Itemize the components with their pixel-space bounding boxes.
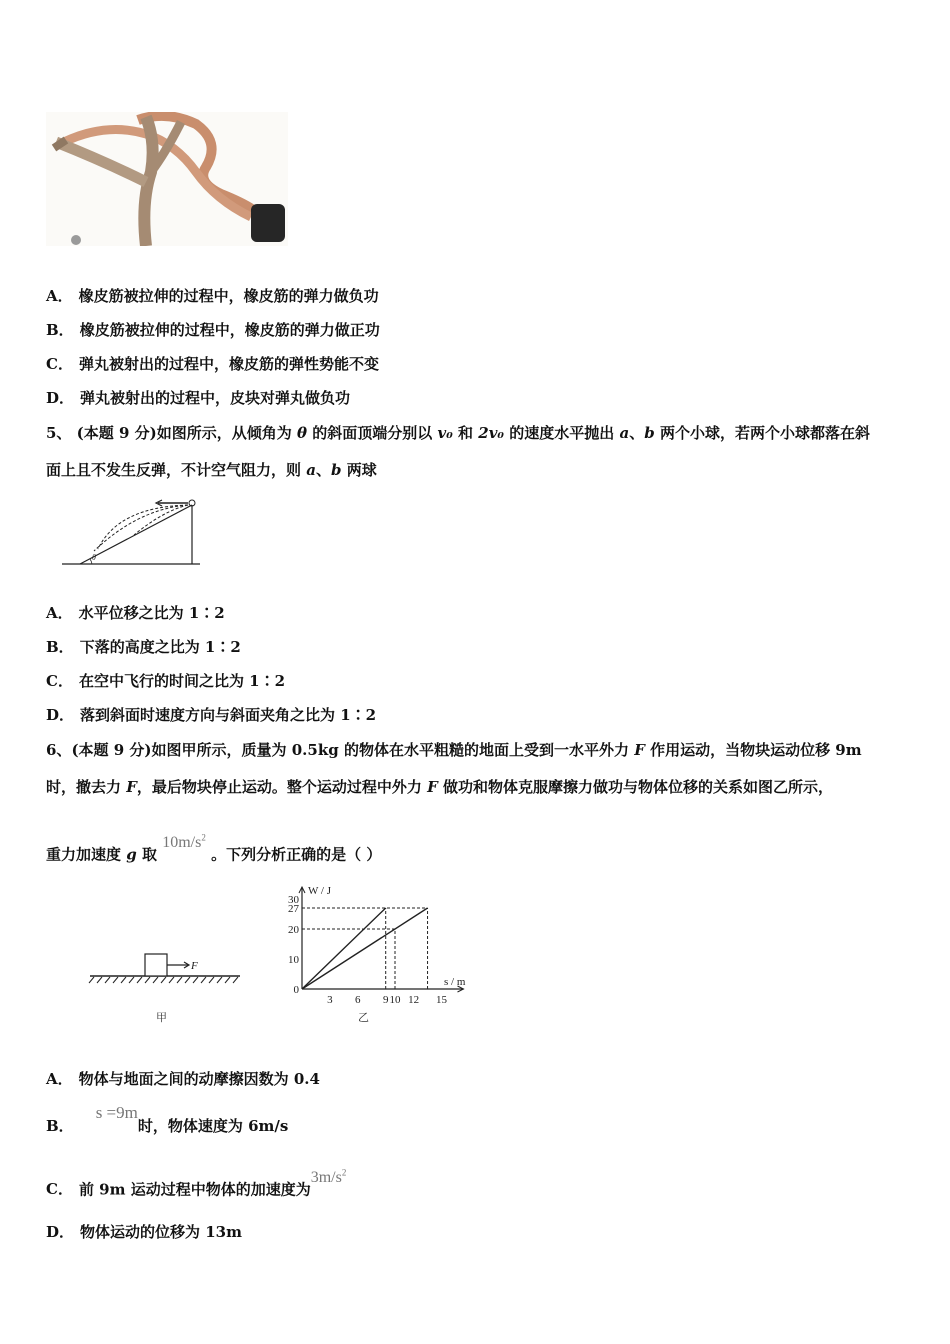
- option-text: 水平位移之比为 1∶2: [78, 604, 225, 622]
- q4-option-c[interactable]: [46, 354, 379, 374]
- q5-option-b[interactable]: [46, 637, 241, 657]
- stem-text: 取: [141, 845, 157, 864]
- force-symbol: F: [634, 741, 645, 759]
- option-text: 时，物体速度为 6m/s: [137, 1117, 289, 1135]
- q5-option-d[interactable]: [46, 705, 376, 725]
- series-line: [302, 908, 428, 989]
- x-tick-label: 15: [436, 994, 447, 1006]
- q5-option-a[interactable]: [46, 603, 225, 623]
- y-tick-label: 0: [293, 984, 299, 996]
- stem-text: 如图甲所示，质量为 0.5kg 的物体在水平粗糙的地面上受到一水平外力: [151, 741, 629, 759]
- math-text: 3m/s: [310, 1169, 342, 1187]
- y-tick-label: 10: [288, 954, 299, 966]
- stem-text: 。下列分析正确的是（ ）: [211, 845, 382, 864]
- option-text: 橡皮筋被拉伸的过程中，橡皮筋的弹力做负功: [78, 287, 379, 305]
- theta-symbol: θ: [297, 424, 308, 442]
- y-tick-label: 30: [288, 894, 299, 906]
- question-number: 6、: [46, 741, 72, 759]
- option-letter: D．: [46, 1223, 75, 1241]
- stem-text: 作用运动，当物块运动位移 9m: [650, 741, 862, 759]
- math-exponent: 2: [341, 1168, 347, 1178]
- q4-option-a[interactable]: [46, 286, 379, 306]
- acceleration-value: [311, 1169, 347, 1186]
- v0-symbol: v₀: [437, 424, 453, 442]
- option-letter: B．: [46, 1117, 74, 1135]
- stem-text: 时，撤去力: [46, 778, 122, 796]
- y-axis-label: W / J: [308, 885, 332, 897]
- x-tick-label: 9: [382, 994, 389, 1006]
- force-symbol: F: [126, 778, 137, 796]
- option-letter: B．: [46, 321, 74, 339]
- 2v0-symbol: 2v₀: [478, 424, 505, 442]
- option-text: 下落的高度之比为 1∶2: [79, 638, 241, 656]
- incline-figure: [58, 495, 206, 570]
- q6-stem-line-2: [46, 777, 833, 797]
- math-exponent: 2: [201, 833, 206, 843]
- x-tick-label: 3: [327, 994, 333, 1006]
- x-tick-label: 10: [389, 994, 401, 1006]
- separator: 、: [315, 461, 331, 479]
- gravity-value: [162, 834, 206, 851]
- option-text: 弹丸被射出的过程中，橡皮筋的弹性势能不变: [78, 355, 379, 373]
- option-text: 在空中飞行的时间之比为 1∶2: [78, 672, 286, 690]
- q6-option-a[interactable]: [46, 1069, 320, 1089]
- stem-text: 的速度水平抛出: [509, 424, 615, 442]
- force-label: F: [191, 960, 198, 972]
- separator: 、: [629, 424, 645, 442]
- question-tag: (本题 9 分): [71, 741, 152, 759]
- slingshot-photo: [46, 112, 288, 246]
- option-letter: D．: [46, 389, 75, 407]
- option-text: 落到斜面时速度方向与斜面夹角之比为 1∶2: [80, 706, 377, 724]
- option-text: 物体与地面之间的动摩擦因数为 0.4: [78, 1070, 320, 1088]
- figure-yi-label: 乙: [358, 1012, 369, 1024]
- ball-a-symbol: a: [619, 424, 630, 442]
- x-tick-label: 6: [355, 994, 361, 1006]
- q5-stem-line-2: [46, 460, 377, 480]
- option-letter: C．: [46, 355, 73, 373]
- q5-stem-line-1: [46, 423, 870, 443]
- stem-text: ，最后物块停止运动。整个运动过程中外力: [136, 778, 422, 796]
- option-text: 前 9m 运动过程中物体的加速度为: [78, 1180, 311, 1199]
- stem-text: 面上且不发生反弹，不计空气阻力，则: [46, 461, 302, 479]
- figure-jia-label: 甲: [156, 1012, 167, 1024]
- stem-text: 重力加速度: [46, 845, 122, 864]
- stem-text: 两球: [346, 461, 377, 479]
- option-text: 弹丸被射出的过程中，皮块对弹丸做负功: [80, 389, 351, 407]
- gravity-symbol: g: [126, 845, 137, 864]
- q4-option-b[interactable]: [46, 320, 380, 340]
- figure-jia: [88, 880, 248, 1030]
- q6-stem-line-3: [46, 833, 382, 865]
- question-number: 5、: [46, 424, 72, 442]
- stem-text: 如图所示，从倾角为: [156, 424, 292, 442]
- work-displacement-chart: [272, 878, 484, 1030]
- option-letter: A．: [46, 1070, 73, 1088]
- q6-option-b[interactable]: [46, 1103, 289, 1136]
- x-axis-label: s / m: [444, 976, 466, 988]
- option-letter: B．: [46, 638, 74, 656]
- option-letter: C．: [46, 672, 73, 690]
- option-text: 橡皮筋被拉伸的过程中，橡皮筋的弹力做正功: [79, 321, 380, 339]
- ball-b-symbol: b: [644, 424, 655, 442]
- option-letter: D．: [46, 706, 75, 724]
- stem-text: 和: [458, 424, 474, 442]
- theta-label: θ: [92, 553, 96, 562]
- stem-text: 的斜面顶端分别以: [312, 424, 433, 442]
- math-text: 10m/s: [162, 834, 202, 852]
- ball-a-symbol: a: [306, 461, 316, 479]
- q6-stem-line-1: [46, 740, 862, 760]
- stem-text: 两个小球，若两个小球都落在斜: [659, 424, 870, 442]
- y-tick-label: 20: [288, 924, 299, 936]
- q4-option-d[interactable]: [46, 388, 350, 408]
- force-symbol: F: [427, 778, 438, 796]
- q5-option-c[interactable]: [46, 671, 285, 691]
- q6-option-c[interactable]: [46, 1168, 347, 1200]
- ball-b-symbol: b: [331, 461, 342, 479]
- stem-text: 做功和物体克服摩擦力做功与物体位移的关系如图乙所示，: [443, 778, 834, 796]
- displacement-expression: s =9m: [95, 1103, 138, 1122]
- y-tick-label: 27: [288, 903, 299, 915]
- option-letter: A．: [46, 604, 73, 622]
- option-text: 物体运动的位移为 13m: [80, 1223, 242, 1241]
- option-letter: C．: [46, 1180, 73, 1199]
- x-tick-label: 12: [408, 994, 420, 1006]
- series-line: [302, 908, 386, 989]
- q6-option-d[interactable]: [46, 1222, 242, 1242]
- question-tag: (本题 9 分): [76, 424, 157, 442]
- option-letter: A．: [46, 287, 73, 305]
